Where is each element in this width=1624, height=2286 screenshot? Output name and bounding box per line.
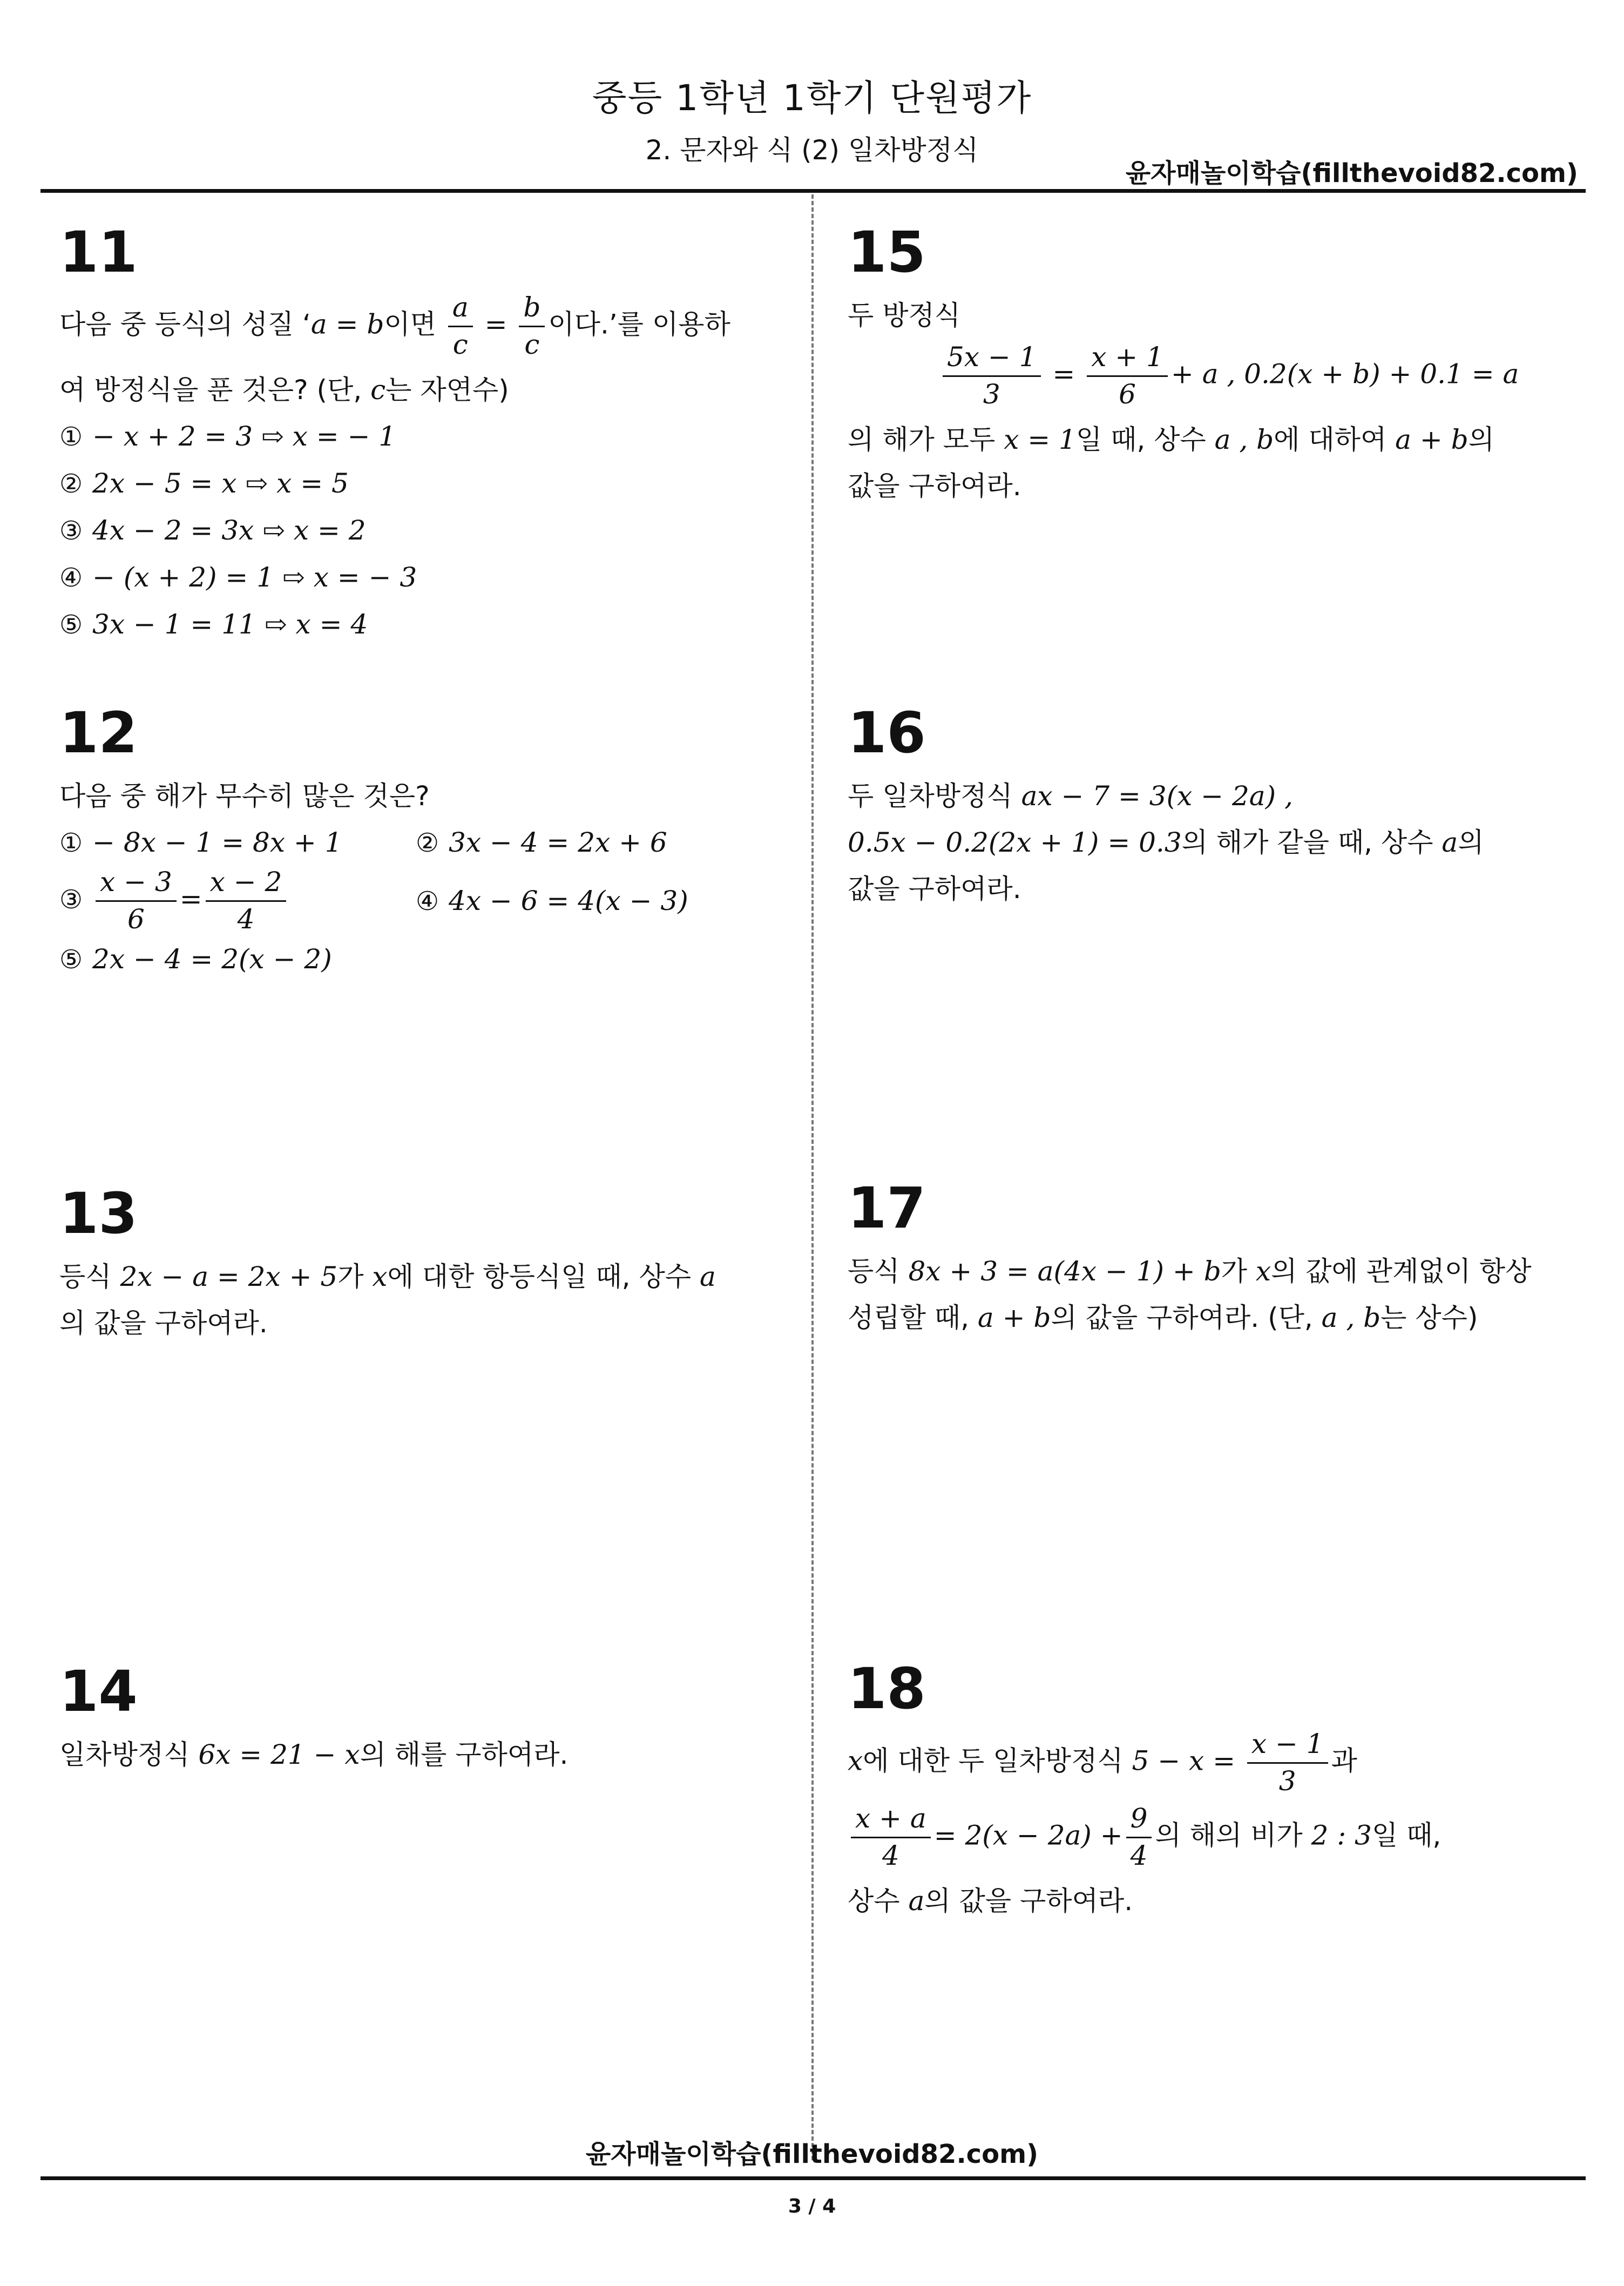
question-17: [848, 1175, 1571, 1341]
question-11: [59, 219, 783, 648]
question-text: 등식 8x + 3 = a(4x − 1) + b가 x의 값에 관계없이 항상: [848, 1256, 1532, 1287]
question-16: [848, 700, 1571, 912]
question-text: 값을 구하여라.: [848, 470, 1021, 502]
question-text: 일차방정식 6x = 21 − x의 해를 구하여라.: [59, 1739, 569, 1770]
question-number: 14: [59, 1658, 138, 1724]
question-number: 15: [848, 219, 926, 285]
option-5[interactable]: ⑤ 2x − 4 = 2(x − 2): [59, 943, 332, 975]
question-text: 상수 a의 값을 구하여라.: [848, 1885, 1133, 1917]
question-text: 등식 2x − a = 2x + 5가 x에 대한 항등식일 때, 상수 a: [59, 1261, 716, 1292]
question-text: 의 해가 모두 x = 1일 때, 상수 a , b에 대하여 a + b의: [848, 424, 1494, 455]
brand-label: 윤자매놀이학습(fillthevoid82.com): [1125, 158, 1578, 188]
question-12: [59, 700, 783, 982]
option-3[interactable]: ③ $\frac{x - 3}{6}$ = $\frac{x - 2}{4}$: [59, 867, 416, 935]
column-divider: [811, 194, 814, 2160]
question-18: [848, 1656, 1571, 1924]
fraction: $\frac{9}{4}$: [1126, 1803, 1152, 1871]
option-3[interactable]: ③ 4x − 2 = 3x ⇨ x = 2: [59, 515, 366, 546]
question-number: 12: [59, 700, 138, 766]
question-text: 의 값을 구하여라.: [59, 1307, 268, 1339]
question-text: 다음 중 등식의 성질 ‘a = b이면 $\frac{a}{c}$ = $\frac{b}{c}$ 이다.’를 이용하: [59, 292, 730, 360]
option-2[interactable]: ② 3x − 4 = 2x + 6: [416, 827, 667, 858]
question-text: 다음 중 해가 무수히 많은 것은?: [59, 780, 430, 812]
fraction: $\frac{b}{c}$: [519, 292, 545, 360]
header-divider: [40, 189, 1586, 193]
option-4[interactable]: ④ − (x + 2) = 1 ⇨ x = − 3: [59, 562, 417, 593]
question-number: 18: [848, 1656, 926, 1722]
fraction: $\frac{5x - 1}{3}$: [943, 342, 1041, 410]
question-text: 두 일차방정식 ax − 7 = 3(x − 2a) ,: [848, 780, 1293, 812]
footer-divider: [40, 2176, 1586, 2180]
question-number: 17: [848, 1175, 926, 1241]
option-1[interactable]: ① − 8x − 1 = 8x + 1: [59, 827, 342, 858]
question-text: $\frac{x + a}{4}$ = 2(x − 2a) + $\frac{9}{4}$ 의 해의 비가 2 : 3일 때,: [848, 1803, 1571, 1871]
question-number: 11: [59, 219, 138, 285]
footer-brand: 윤자매놀이학습(fillthevoid82.com): [585, 2139, 1039, 2169]
question-15: [848, 219, 1571, 509]
question-14: [59, 1658, 783, 1778]
option-row: [59, 866, 783, 936]
page-subtitle: 2. 문자와 식 (2) 일차방정식: [645, 134, 979, 166]
option-1[interactable]: ① − x + 2 = 3 ⇨ x = − 1: [59, 421, 396, 452]
fraction: $\frac{x - 3}{6}$: [96, 867, 177, 935]
page-number: 3 / 4: [788, 2195, 836, 2217]
option-5[interactable]: ⑤ 3x − 1 = 11 ⇨ x = 4: [59, 609, 368, 640]
question-number: 16: [848, 700, 926, 766]
fraction: $\frac{x - 2}{4}$: [206, 867, 287, 935]
question-text: 여 방정식을 푼 것은? (단, c는 자연수): [59, 374, 509, 406]
question-text: 성립할 때, a + b의 값을 구하여라. (단, a , b는 상수): [848, 1302, 1478, 1333]
option-4[interactable]: ④ 4x − 6 = 4(x − 3): [416, 885, 688, 916]
option-row: [59, 819, 783, 866]
question-13: [59, 1181, 783, 1346]
fraction: $\frac{x + a}{4}$: [851, 1803, 931, 1871]
question-text: 값을 구하여라.: [848, 873, 1021, 905]
option-2[interactable]: ② 2x − 5 = x ⇨ x = 5: [59, 468, 349, 499]
question-text: x에 대한 두 일차방정식 5 − x = $\frac{x - 1}{3}$ 과: [848, 1728, 1357, 1797]
question-number: 13: [59, 1181, 138, 1246]
fraction: $\frac{x - 1}{3}$: [1247, 1729, 1328, 1797]
option-row: [59, 936, 783, 982]
fraction: $\frac{x + 1}{6}$: [1087, 342, 1168, 410]
page-title: 중등 1학년 1학기 단원평가: [592, 77, 1032, 119]
question-text: 두 방정식: [848, 300, 961, 331]
question-text: 0.5x − 0.2(2x + 1) = 0.3의 해가 같을 때, 상수 a의: [848, 827, 1484, 858]
fraction: $\frac{a}{c}$: [448, 292, 473, 360]
equation-line: $\frac{5x - 1}{3}$ = $\frac{x + 1}{6}$ + a , 0.2(x + b) + 0.1 = a: [848, 342, 1571, 410]
